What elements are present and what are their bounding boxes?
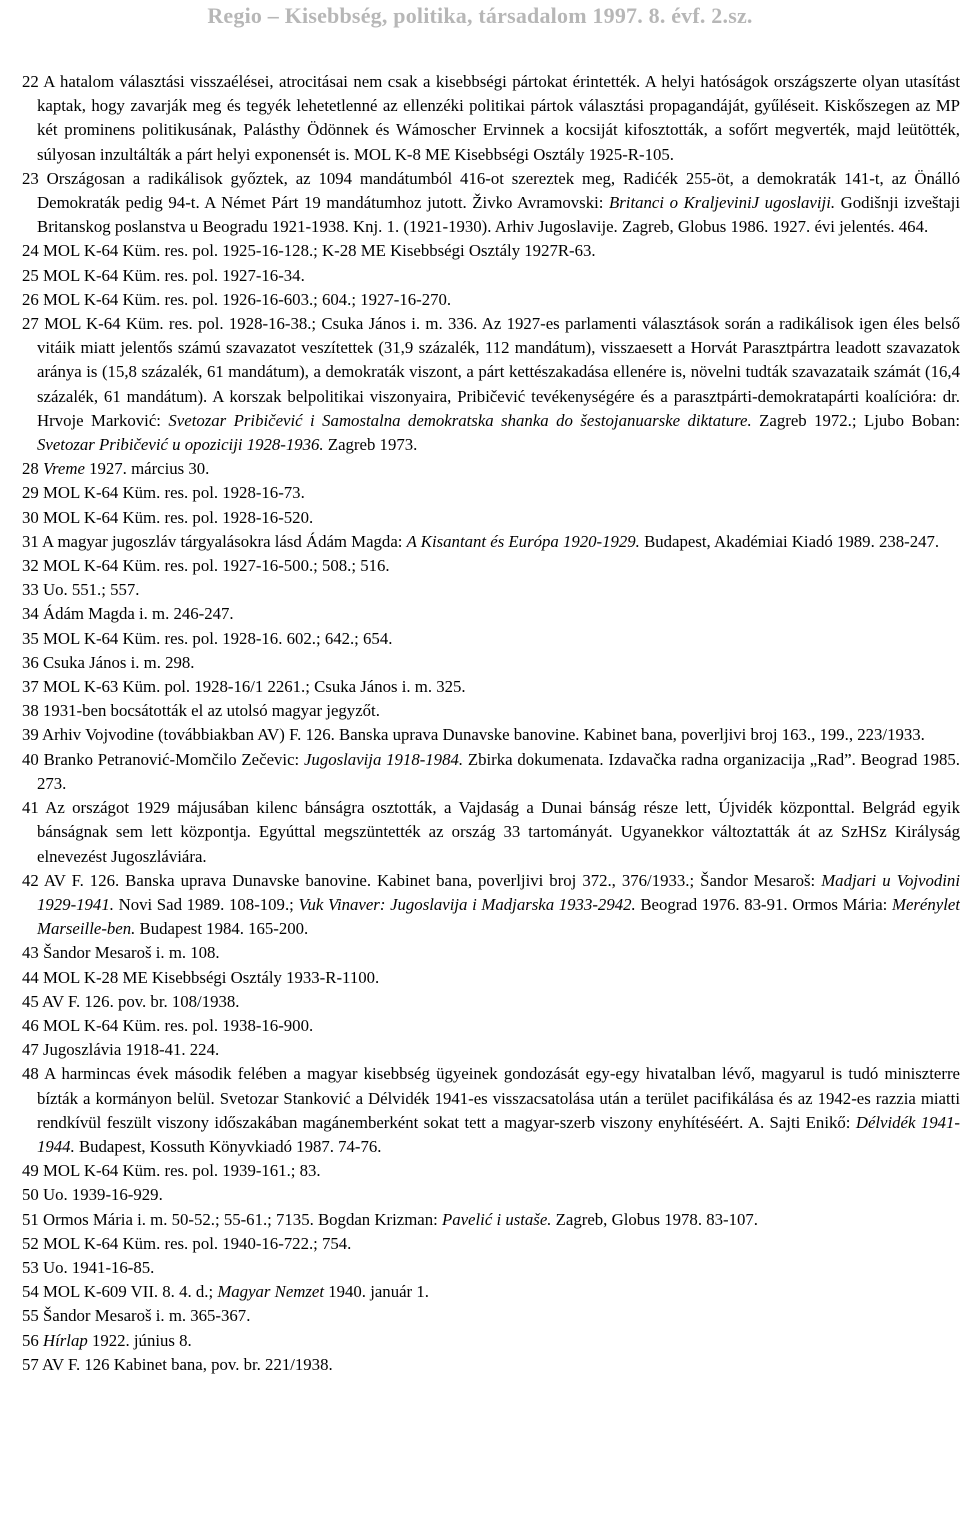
footnote	[22, 167, 960, 240]
footnote-text: 24 MOL K-64 Küm. res. pol. 1925-16-128.; K-28 ME Kisebbségi Osztály 1927R-63.	[22, 241, 596, 261]
footnote-text: 36 Csuka János i. m. 298.	[22, 652, 195, 672]
footnote	[22, 1329, 960, 1353]
footnote	[22, 554, 960, 578]
footnote-text: 37 MOL K-63 Küm. pol. 1928-16/1 2261.; Csuka János i. m. 325.	[22, 677, 466, 697]
footnote	[22, 675, 960, 699]
footnote-text: 47 Jugoszlávia 1918-41. 224.	[22, 1040, 220, 1060]
footnote-italic-text: Hírlap	[42, 1330, 88, 1350]
footnote	[22, 602, 960, 626]
footnote-text: 23 Országosan a radikálisok győztek, az 1094 mandátumból 416-ot szereztek meg, Radićék 255-öt, a demokraták 141-t, az Önálló Demokraták pedig 94-t. A Német Párt 19 mandátumhoz jutott. Živko Avramovski:	[22, 168, 960, 213]
footnote-text: Zagreb, Globus 1978. 83-107.	[551, 1209, 758, 1229]
footnote-text: 42 AV F. 126. Banska uprava Dunavske banovine. Kabinet bana, poverljivi broj 372., 376/1933.; Šandor Mesaroš:	[22, 870, 822, 890]
footnote	[22, 506, 960, 530]
footnote	[22, 312, 960, 457]
footnote	[22, 457, 960, 481]
footnote	[22, 1062, 960, 1159]
footnote	[22, 966, 960, 990]
footnote	[22, 1183, 960, 1207]
footnote-text: Budapest, Kossuth Könyvkiadó 1987. 74-76.	[74, 1136, 382, 1156]
footnote	[22, 70, 960, 167]
footnote-text: 43 Šandor Mesaroš i. m. 108.	[22, 943, 220, 963]
footnote	[22, 264, 960, 288]
footnote-text: Zagreb 1972.; Ljubo Boban:	[751, 410, 960, 430]
running-header: Regio – Kisebbség, politika, társadalom 1997. 8. évf. 2.sz.	[207, 3, 753, 28]
footnote	[22, 941, 960, 965]
footnote-italic-text: Jugoslavija 1918-1984.	[303, 749, 464, 769]
footnote-text: Godišnji izveštaji Britanskog poslanstva u Beogradu 1921-1938. Knj. 1. (1921-1930). Arhiv Jugoslavije. Zagreb, Globus 1986. 1927. évi jelentés. 464.	[37, 193, 960, 237]
footnote-text: Budapest, Akadémiai Kiadó 1989. 238-247.	[639, 531, 940, 551]
footnotes-list	[22, 70, 960, 1377]
footnote-text: 29 MOL K-64 Küm. res. pol. 1928-16-73.	[22, 483, 305, 503]
footnote	[22, 1353, 960, 1377]
footnote-text: 31 A magyar jugoszláv tárgyalásokra lásd Ádám Magda:	[22, 531, 407, 551]
footnote-text: 49 MOL K-64 Küm. res. pol. 1939-161.; 83.	[22, 1161, 321, 1181]
footnote-text: 33 Uo. 551.; 557.	[22, 580, 140, 600]
footnote-text: 53 Uo. 1941-16-85.	[22, 1257, 155, 1277]
footnote-text: 25 MOL K-64 Küm. res. pol. 1927-16-34.	[22, 265, 305, 285]
footnote-italic-text: Merénylet Marseille-ben.	[37, 894, 960, 939]
footnote-text: 1940. január 1.	[324, 1282, 429, 1302]
footnote	[22, 627, 960, 651]
footnote-text: 46 MOL K-64 Küm. res. pol. 1938-16-900.	[22, 1015, 314, 1035]
footnote	[22, 530, 960, 554]
footnote-text: 1922. június 8.	[87, 1330, 192, 1350]
footnote-text: 45 AV F. 126. pov. br. 108/1938.	[22, 991, 240, 1011]
footnote	[22, 1280, 960, 1304]
footnote-text: 34 Ádám Magda i. m. 246-247.	[22, 604, 234, 624]
footnote-text: 35 MOL K-64 Küm. res. pol. 1928-16. 602.; 642.; 654.	[22, 628, 393, 648]
footnote-text: 38 1931-ben bocsátották el az utolsó magyar jegyzőt.	[22, 701, 380, 721]
footnote-text: 51 Ormos Mária i. m. 50-52.; 55-61.; 7135. Bogdan Krizman:	[22, 1209, 442, 1229]
footnote-text: Budapest 1984. 165-200.	[135, 919, 309, 939]
footnote-italic-text: Délvidék 1941-1944.	[37, 1112, 960, 1156]
footnote	[22, 990, 960, 1014]
footnote-text: 30 MOL K-64 Küm. res. pol. 1928-16-520.	[22, 507, 314, 527]
footnote	[22, 288, 960, 312]
footnote-text: 48 A harmincas évek második felében a magyar kisebbség ügyeinek gondozását egy-egy hivatalban lévő, magyarul is tudó miniszterre bízták a kormányon belül. Svetozar Stanković a Délvidék 1941-es visszacsatolása után a terület pacifikálása és az 1942-es razzia miatti rendkívül feszült viszony időszakában magánemberként sokat tett a magyar-szerb viszony enyhítéséért. A. Sajti Enikő:	[22, 1064, 960, 1132]
footnote-text: 40 Branko Petranović-Momčilo Zečevic:	[22, 749, 304, 769]
footnote	[22, 699, 960, 723]
footnote-italic-text: Svetozar Pribičević i Samostalna demokratska shanka do šestojanuarske diktature.	[168, 410, 752, 430]
footnote-italic-text: Britanci o KraljeviniJ ugoslaviji.	[609, 193, 836, 213]
footnote-italic-text: Magyar Nemzet	[217, 1282, 325, 1302]
footnote-text: Zagreb 1973.	[323, 435, 418, 455]
footnote-text: Zbirka dokumenata. Izdavačka radna organizacija „Rad”. Beograd 1985. 273.	[37, 749, 960, 793]
footnote	[22, 1232, 960, 1256]
footnote-text: 39 Arhiv Vojvodine (továbbiakban AV) F. 126. Banska uprava Dunavske banovine. Kabinet bana, poverljivi broj 163., 199., 223/1933.	[22, 725, 925, 745]
footnote	[22, 1208, 960, 1232]
footnote-text: Beograd 1976. 83-91. Ormos Mária:	[635, 894, 892, 914]
footnote	[22, 1038, 960, 1062]
footnote	[22, 1014, 960, 1038]
footnote	[22, 239, 960, 263]
footnote-text: 22 A hatalom választási visszaélései, atrocitásai nem csak a kisebbségi pártokat érintették. A helyi hatóságok országszerte olyan utasítást kaptak, hogy zavarják meg és tegyék lehetetlenné az ellenzéki politikai pártok választási propagandáját, gyűléseit. Kiskőszegen az MP két prominens politikusának, Palásthy Ödönnek és Wámoscher Ervinnek a kocsiját kifosztották, a sofőrt megverték, majd leütötték, súlyosan inzultálták a párt helyi exponensét is. MOL K-8 ME Kisebbségi Osztály 1925-R-105.	[22, 72, 960, 164]
footnote	[22, 748, 960, 796]
footnote	[22, 1159, 960, 1183]
footnote-text: 28	[22, 459, 43, 479]
footnote	[22, 481, 960, 505]
footnote-text: Novi Sad 1989. 108-109.;	[113, 894, 299, 914]
footnote	[22, 869, 960, 942]
footnote	[22, 651, 960, 675]
footnote-text: 26 MOL K-64 Küm. res. pol. 1926-16-603.; 604.; 1927-16-270.	[22, 289, 452, 309]
footnote	[22, 578, 960, 602]
footnote	[22, 796, 960, 869]
footnote-italic-text: Svetozar Pribičević u opoziciji 1928-1936.	[37, 435, 324, 455]
footnote	[22, 723, 960, 747]
footnote-italic-text: Vuk Vinaver: Jugoslavija i Madjarska 1933-2942.	[298, 894, 636, 914]
footnote-text: 52 MOL K-64 Küm. res. pol. 1940-16-722.; 754.	[22, 1233, 352, 1253]
footnote-text: 55 Šandor Mesaroš i. m. 365-367.	[22, 1306, 251, 1326]
footnote-italic-text: Vreme	[42, 459, 85, 479]
footnote-text: 41 Az országot 1929 májusában kilenc bánságra osztották, a Vajdaság a Dunai bánság része lett, Újvidék központtal. Belgrád egyik bánságnak sem lett központja. Egyúttal megszüntették az ország 33 tartományát. Ugyanekkor változtatták át az SzHSz Királyság elnevezést Jugoszláviára.	[22, 798, 960, 866]
footnote-text: 1927. március 30.	[84, 459, 210, 479]
footnote-italic-text: A Kisantant és Európa 1920-1929.	[406, 531, 640, 551]
footnote-text: 27 MOL K-64 Küm. res. pol. 1928-16-38.; Csuka János i. m. 336. Az 1927-es parlamenti választások során a radikálisok igen éles belső vitáik miatt jelentős számú szavazatot veszítettek (31,9 százalék, 112 mandátum), visszaesett a Horvát Parasztpártra leadott szavazatok aránya is (15,8 százalék, 61 mandátum), a demokraták viszont, a párt kettészakadása ellenére is, növelni tudták szavazataik számát (16,4 százalék, 61 mandátum). A korszak belpolitikai viszonyaira, Pribičević tevékenységére és a parasztpárti-demokratapárti koalícióra: dr. Hrvoje Marković:	[22, 314, 960, 430]
footnote	[22, 1304, 960, 1328]
footnote-italic-text: Madjari u Vojvodini 1929-1941.	[37, 870, 960, 914]
footnote-text: 56	[22, 1330, 43, 1350]
footnote-italic-text: Pavelić i ustaše.	[441, 1209, 552, 1229]
footnote-text: 32 MOL K-64 Küm. res. pol. 1927-16-500.; 508.; 516.	[22, 556, 390, 576]
footnote-text: 44 MOL K-28 ME Kisebbségi Osztály 1933-R-1100.	[22, 967, 380, 987]
footnote	[22, 1256, 960, 1280]
footnote-text: 54 MOL K-609 VII. 8. 4. d.;	[22, 1282, 218, 1302]
footnote-text: 57 AV F. 126 Kabinet bana, pov. br. 221/1938.	[22, 1354, 333, 1374]
footnote-text: 50 Uo. 1939-16-929.	[22, 1185, 163, 1205]
